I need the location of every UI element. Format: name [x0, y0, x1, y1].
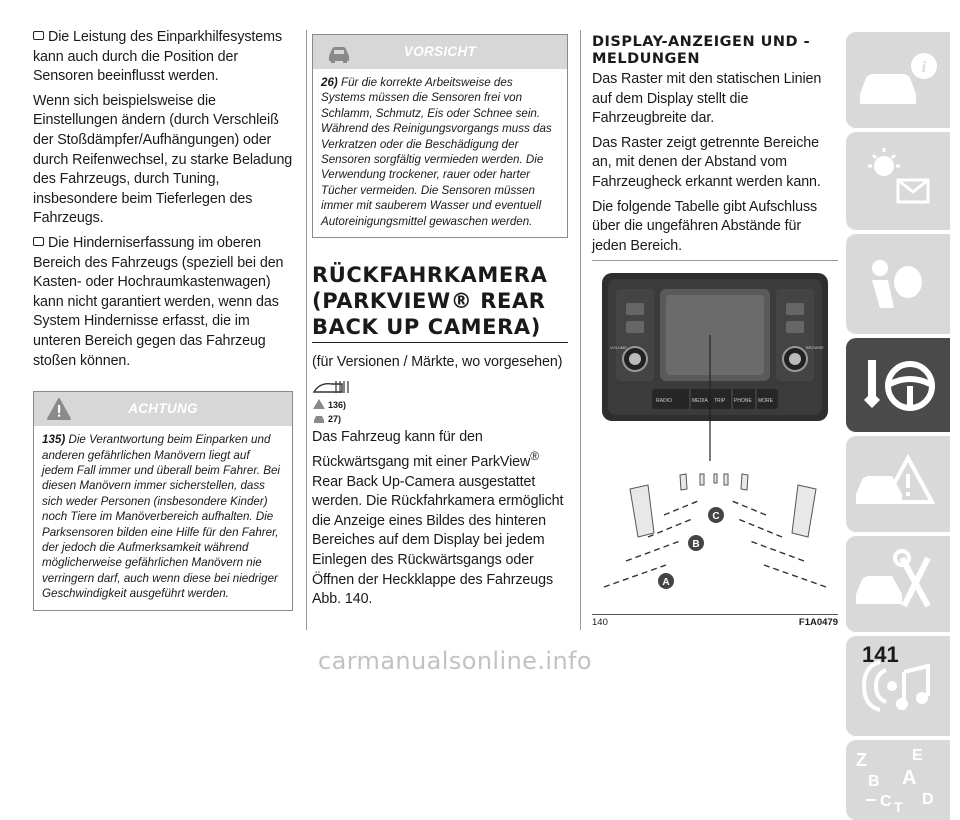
phone-button-label: PHONE — [734, 398, 752, 405]
caution-header — [313, 35, 567, 69]
subtitle: (für Versionen / Märkte, wo vorgesehen) — [312, 354, 563, 371]
paragraph-text: Rear Back Up-Camera ausgestattet werden. Die Rückfahrkamera ermöglicht die Anzeige eines Bildes des hinteren Bereiches auf dem Display bei jedem Einlegen des Rückwärtsgangs oder Öffnen der Heckklappe des Fahrzeugs Abb. 140. — [312, 473, 564, 608]
zone-a-label: A — [662, 577, 670, 589]
caution-number: 26) — [321, 76, 338, 89]
paragraph: Das Raster zeigt getrennte Bereiche an, mit denen der Abstand vom Fahrzeugheck erkannt werden kann. — [592, 134, 821, 190]
figure-number: 140 — [592, 617, 608, 629]
column-right — [592, 34, 838, 629]
warning-ref-icon — [312, 398, 326, 410]
index-letter: T — [894, 799, 903, 815]
car-info-icon — [846, 32, 950, 128]
chapter-tabs — [846, 32, 950, 820]
tab-car-info[interactable] — [846, 32, 950, 128]
reference-row — [312, 398, 568, 410]
tab-safety[interactable] — [846, 234, 950, 334]
column-left — [33, 28, 293, 611]
caution-title: VORSICHT — [403, 44, 477, 59]
paragraph — [312, 428, 568, 610]
tab-maintenance[interactable] — [846, 536, 950, 632]
bullet-icon — [33, 237, 44, 246]
index-letter: D — [922, 791, 934, 808]
paragraph-text: Die Hinderniserfassung im oberen Bereich des Fahrzeugs (speziell bei den Kasten- oder Hochraumkastenwagen) kann nicht garantiert werden, wenn das System Hindernisse erfasst, die im unteren Bereich gegen das Fahrzeug stoßen können. — [33, 234, 284, 369]
warning-box — [33, 391, 293, 610]
tab-emergency[interactable] — [846, 436, 950, 532]
caution-ref-icon — [312, 412, 326, 424]
index-letter: Z — [856, 750, 867, 770]
tab-index[interactable] — [846, 740, 950, 820]
warning-lights-icon — [846, 132, 950, 230]
warning-ref: 136) — [328, 399, 347, 410]
maintenance-icon — [846, 536, 950, 632]
media-button-label: MEDIA — [692, 398, 708, 405]
caution-text — [313, 69, 567, 237]
column-middle — [312, 34, 568, 615]
svg-text:i: i — [921, 59, 927, 76]
zone-c-label: C — [712, 511, 720, 523]
watermark: carmanualsonline.info — [318, 647, 592, 675]
radio-button-label: RADIO — [656, 398, 672, 405]
zone-a-badge — [658, 573, 674, 589]
paragraph: Das Raster mit den statischen Linien auf dem Display stellt die Fahrzeugbreite dar. — [592, 71, 822, 127]
zone-c-badge — [708, 507, 724, 523]
column-divider — [580, 30, 581, 630]
paragraph: Die folgende Tabelle gibt Aufschluss über die ungefähren Abstände für jeden Bereich. — [592, 198, 818, 254]
airbag-icon — [846, 234, 950, 334]
paragraph — [33, 234, 293, 371]
zone-b-badge — [688, 535, 704, 551]
rear-camera-illustration — [592, 261, 838, 609]
breakdown-icon — [846, 436, 950, 532]
paragraph — [33, 28, 293, 87]
warning-number: 135) — [42, 433, 66, 447]
column-divider — [306, 30, 307, 630]
index-letter: C — [880, 793, 892, 810]
paragraph-text: Das Fahrzeug kann für den Rückwärtsgang mit einer ParkView — [312, 428, 531, 471]
model-version-icon — [312, 378, 352, 396]
warning-header — [34, 392, 292, 426]
bullet-icon — [33, 31, 44, 40]
caution-ref: 27) — [328, 413, 342, 424]
tab-warning-lights[interactable] — [846, 132, 950, 230]
page-number: 141 — [862, 642, 899, 667]
volume-label: VOLUME — [610, 345, 627, 351]
caution-body: Für die korrekte Arbeitsweise des Systems müssen die Sensoren frei von Schlamm, Schmutz, Eis oder Schnee sein. Während des Reinigungsvorgangs muss das Verkratzen oder die Beschädigung der Sensoren sorgfältig vermieden werden. Die Verwendung trockener, rauer oder harter Tücher vermeiden. Die Sensoren müssen immer mit sauberem Wasser und eventuell Autoreinigungsmittel gewaschen werden. — [321, 76, 552, 228]
caution-box — [312, 34, 568, 238]
figure-caption — [592, 614, 838, 628]
warning-body: Die Verantwortung beim Einparken und anderen gefährlichen Manövern liegt auf jedem Fall immer und überall beim Fahrer. Bei diesen Manövern immer sicherstellen, dass sich weder Personen (insbesondere Kinder) noch Tiere im Manöverbereich aufhalten. Die Parksensoren bilden eine Hilfe für den Fahrer, der jedoch die Aufmerksamkeit während möglicherweise gefährlichen Manövern nie verringern darf, auch wenn diese bei niedriger Geschwindigkeit ausgeführt werden. — [42, 433, 280, 601]
paragraph: Wenn sich beispielsweise die Einstellungen ändern (durch Verschleiß der Stoßdämpfer/Aufhängungen) oder durch Reifenwechsel, zu starke Beladung des Fahrzeugs, durch Tuning, insbesondere beim Tieferlegen des Fahrzeugs. — [33, 92, 293, 227]
section-heading: RÜCKFAHRKAMERA (PARKVIEW® REAR BACK UP CAMERA) — [312, 262, 568, 343]
index-letter: A — [902, 767, 917, 789]
reference-row — [312, 412, 568, 424]
key-steering-wheel-icon — [846, 338, 950, 432]
section-heading: DISPLAY-ANZEIGEN UND -MELDUNGEN — [592, 34, 811, 67]
reference-row — [312, 378, 568, 396]
paragraph-text: Die Leistung des Einparkhilfesystems kann auch durch die Position der Sensoren beeinflusst werden. — [33, 29, 283, 85]
figure-rear-camera-display — [592, 260, 838, 629]
figure-code: F1A0479 — [798, 617, 838, 629]
tab-starting-driving[interactable] — [846, 338, 950, 432]
registered-mark: ® — [530, 449, 539, 464]
trip-button-label: TRIP — [714, 398, 726, 405]
more-button-label: MORE — [758, 398, 773, 405]
warning-title: ACHTUNG — [128, 401, 198, 417]
index-letter: E — [912, 747, 923, 764]
zone-b-label: B — [692, 539, 700, 551]
warning-text — [34, 426, 292, 609]
index-letter: B — [868, 773, 880, 790]
browse-label: BROWSE — [806, 345, 824, 351]
index-icon — [846, 740, 950, 820]
